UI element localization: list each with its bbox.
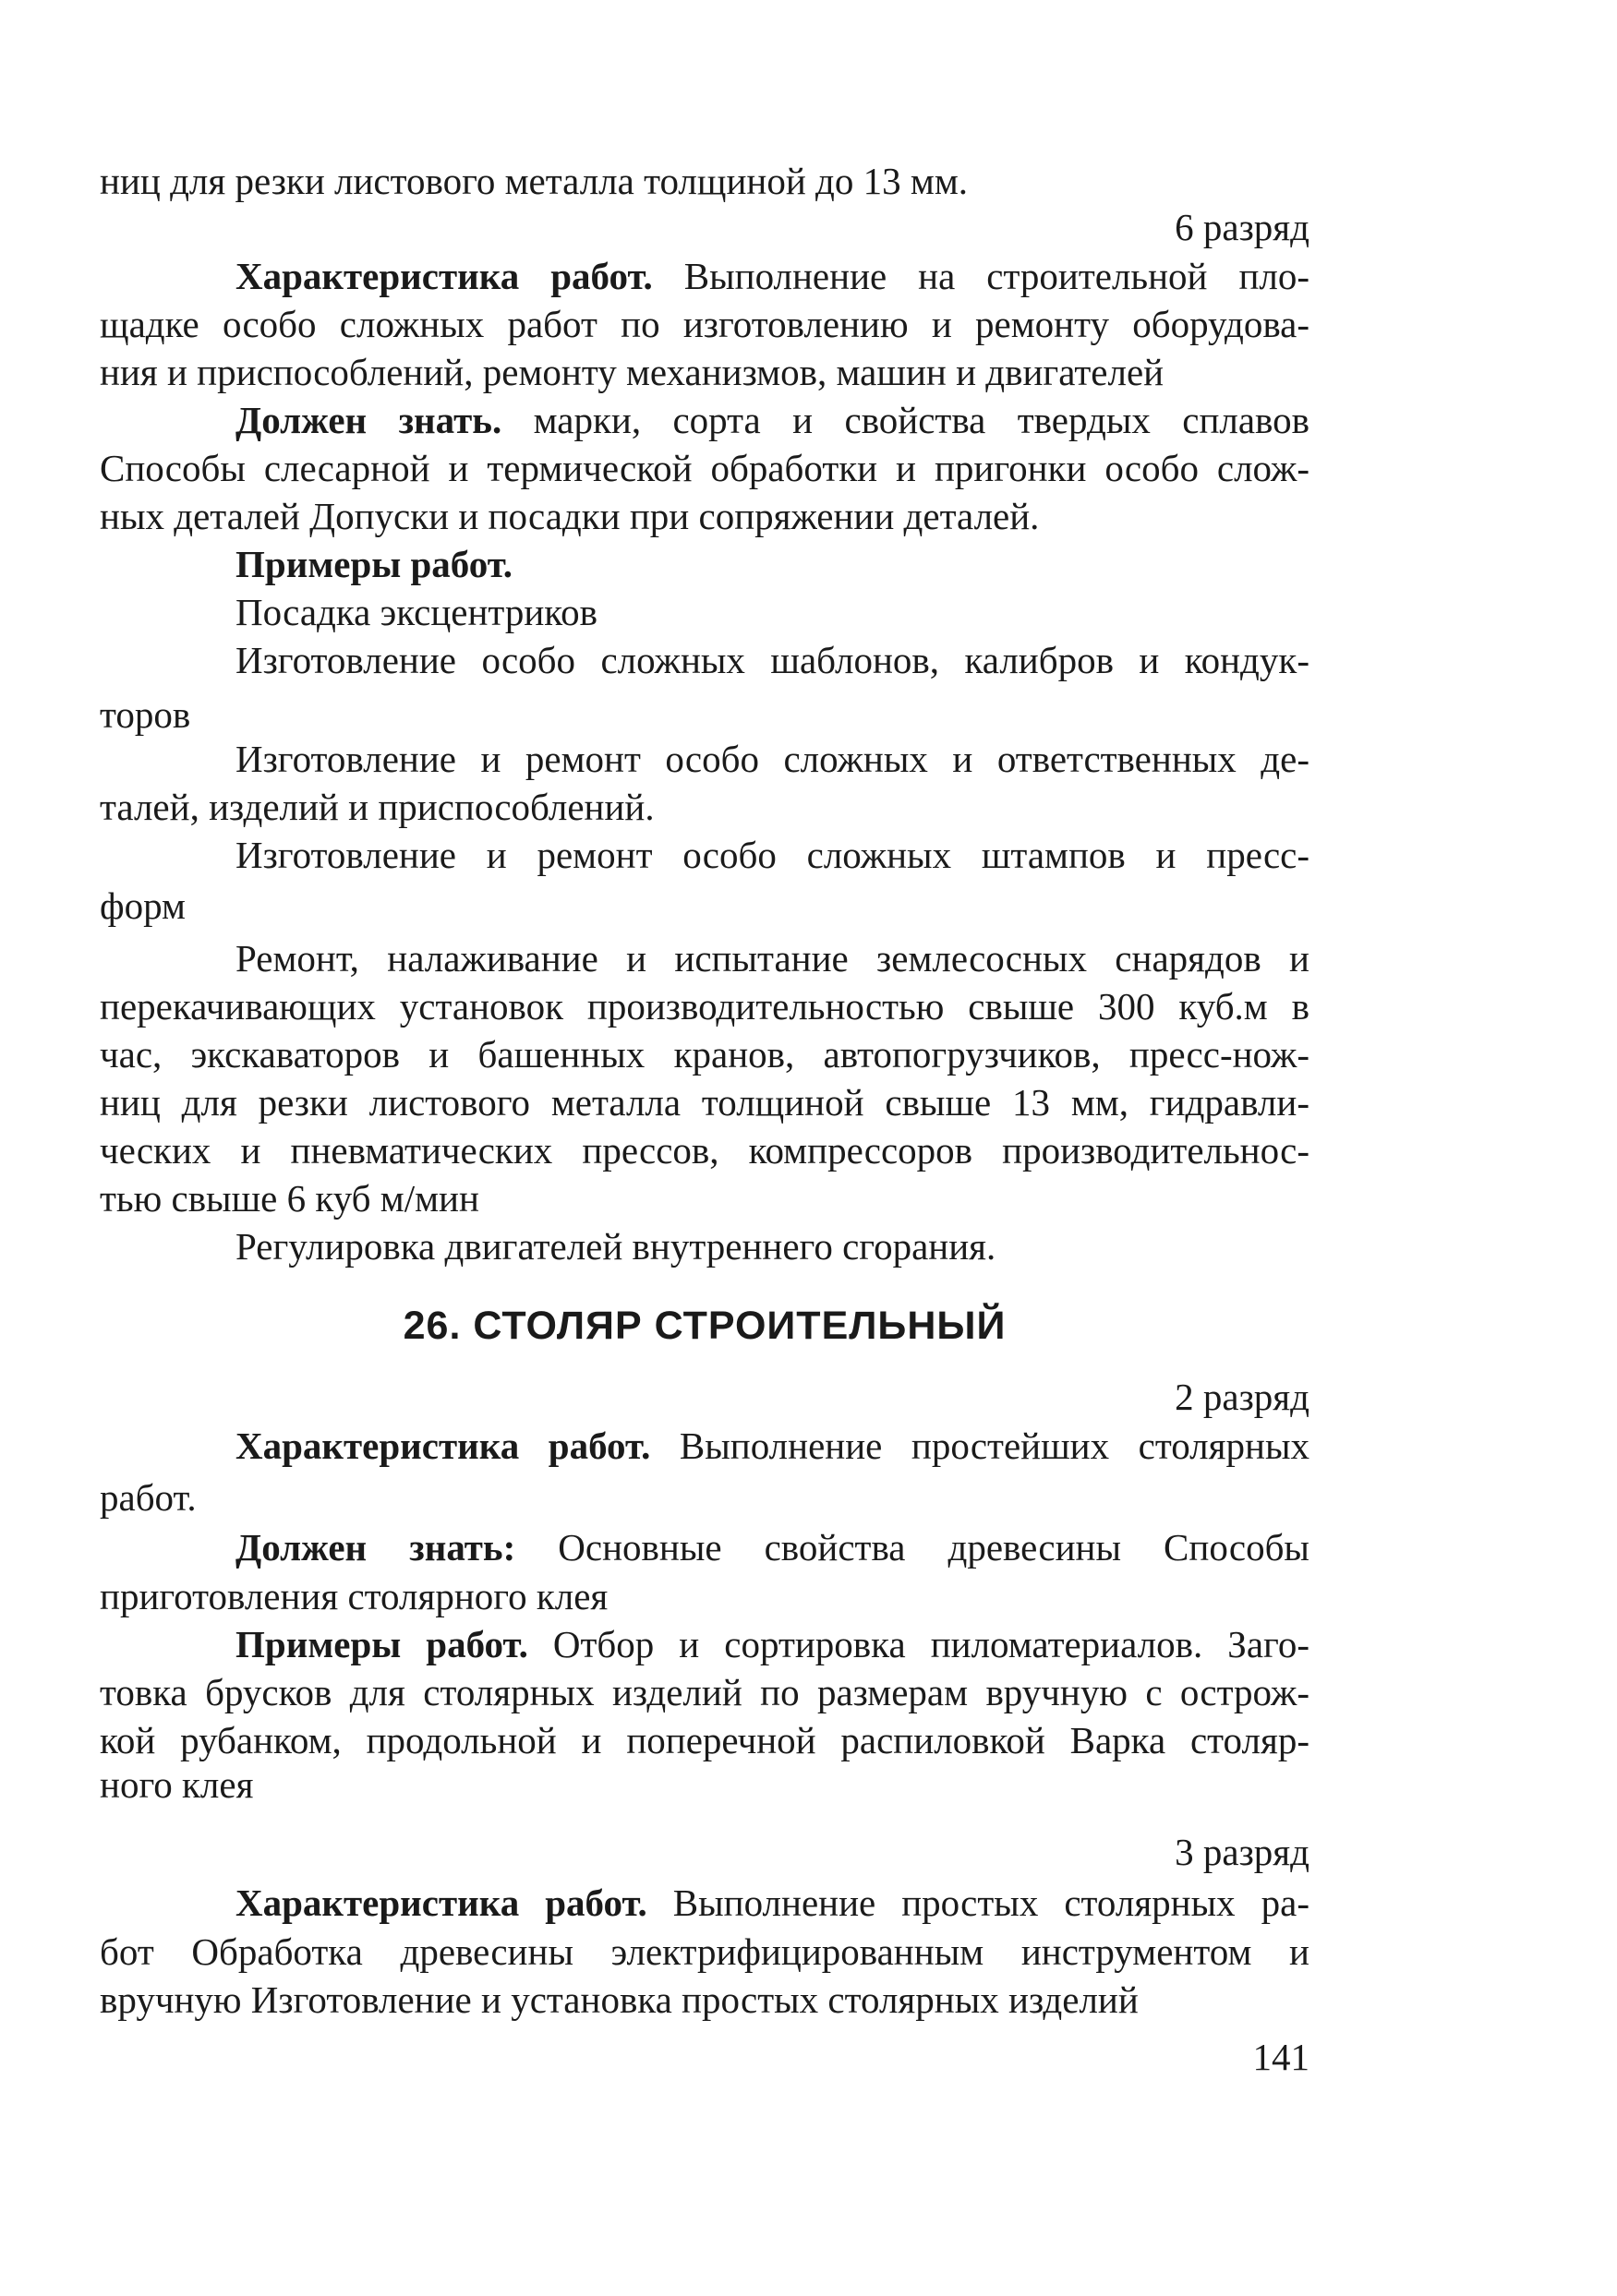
section-label: Примеры работ. bbox=[235, 543, 513, 585]
text-line: торов bbox=[100, 693, 191, 736]
text-line: Характеристика работ. Выполнение на строительной пло- bbox=[235, 255, 1309, 297]
grade-heading: 2 разряд bbox=[1175, 1376, 1309, 1418]
text-line: ниц для резки листового металла толщиной свыше 13 мм, гидравли- bbox=[100, 1081, 1309, 1124]
text-line: ного клея bbox=[100, 1763, 254, 1806]
text-line: Изготовление и ремонт особо сложных штампов и пресс- bbox=[235, 834, 1309, 876]
grade-heading: 6 разряд bbox=[1175, 206, 1309, 248]
text-line: щадке особо сложных работ по изготовлению и ремонту оборудова- bbox=[100, 303, 1309, 345]
text-line: ческих и пневматических прессов, компрессоров производительнос- bbox=[100, 1129, 1309, 1172]
text-line: Регулировка двигателей внутреннего сгорания. bbox=[235, 1225, 996, 1268]
text-line: талей, изделий и приспособлений. bbox=[100, 786, 655, 828]
text-line: Посадка эксцентриков bbox=[235, 591, 597, 633]
text-line: ниц для резки листового металла толщиной до 13 мм. bbox=[100, 160, 969, 202]
text-line: Характеристика работ. Выполнение простейших столярных bbox=[235, 1424, 1309, 1467]
text-line: товка брусков для столярных изделий по размерам вручную с острож- bbox=[100, 1671, 1309, 1713]
text-line: Изготовление особо сложных шаблонов, калибров и кондук- bbox=[235, 639, 1309, 681]
section-heading: 26. СТОЛЯР СТРОИТЕЛЬНЫЙ bbox=[403, 1304, 1007, 1348]
text-line: Должен знать: Основные свойства древесины Способы bbox=[235, 1526, 1309, 1569]
text-line: Ремонт, налаживание и испытание землесосных снарядов и bbox=[235, 937, 1309, 980]
text-line: ния и приспособлений, ремонту механизмов, машин и двигателей bbox=[100, 351, 1164, 393]
text-line: тью свыше 6 куб м/мин bbox=[100, 1177, 479, 1220]
text-line: перекачивающих установок производительностью свыше 300 куб.м в bbox=[100, 985, 1309, 1028]
text-line: работ. bbox=[100, 1476, 197, 1519]
text-line: Изготовление и ремонт особо сложных и ответственных де- bbox=[235, 738, 1309, 780]
text-line: Способы слесарной и термической обработки и пригонки особо слож- bbox=[100, 447, 1309, 489]
text-line: кой рубанком, продольной и поперечной распиловкой Варка столяр- bbox=[100, 1719, 1309, 1761]
text-line: бот Обработка древесины электрифицированным инструментом и bbox=[100, 1930, 1309, 1973]
text-line: Характеристика работ. Выполнение простых столярных ра- bbox=[235, 1881, 1309, 1924]
text-line: приготовления столярного клея bbox=[100, 1575, 609, 1617]
text-line: Должен знать. марки, сорта и свойства твердых сплавов bbox=[235, 399, 1309, 441]
text-line: ных деталей Допуски и посадки при сопряжении деталей. bbox=[100, 495, 1040, 537]
grade-heading: 3 разряд bbox=[1175, 1831, 1309, 1873]
text-line: форм bbox=[100, 884, 186, 927]
text-line: час, экскаваторов и башенных кранов, автопогрузчиков, пресс-нож- bbox=[100, 1033, 1309, 1076]
text-line: вручную Изготовление и установка простых столярных изделий bbox=[100, 1978, 1139, 2021]
text-line: Примеры работ. Отбор и сортировка пиломатериалов. Заго- bbox=[235, 1623, 1309, 1665]
page-number: 141 bbox=[1252, 2036, 1309, 2078]
